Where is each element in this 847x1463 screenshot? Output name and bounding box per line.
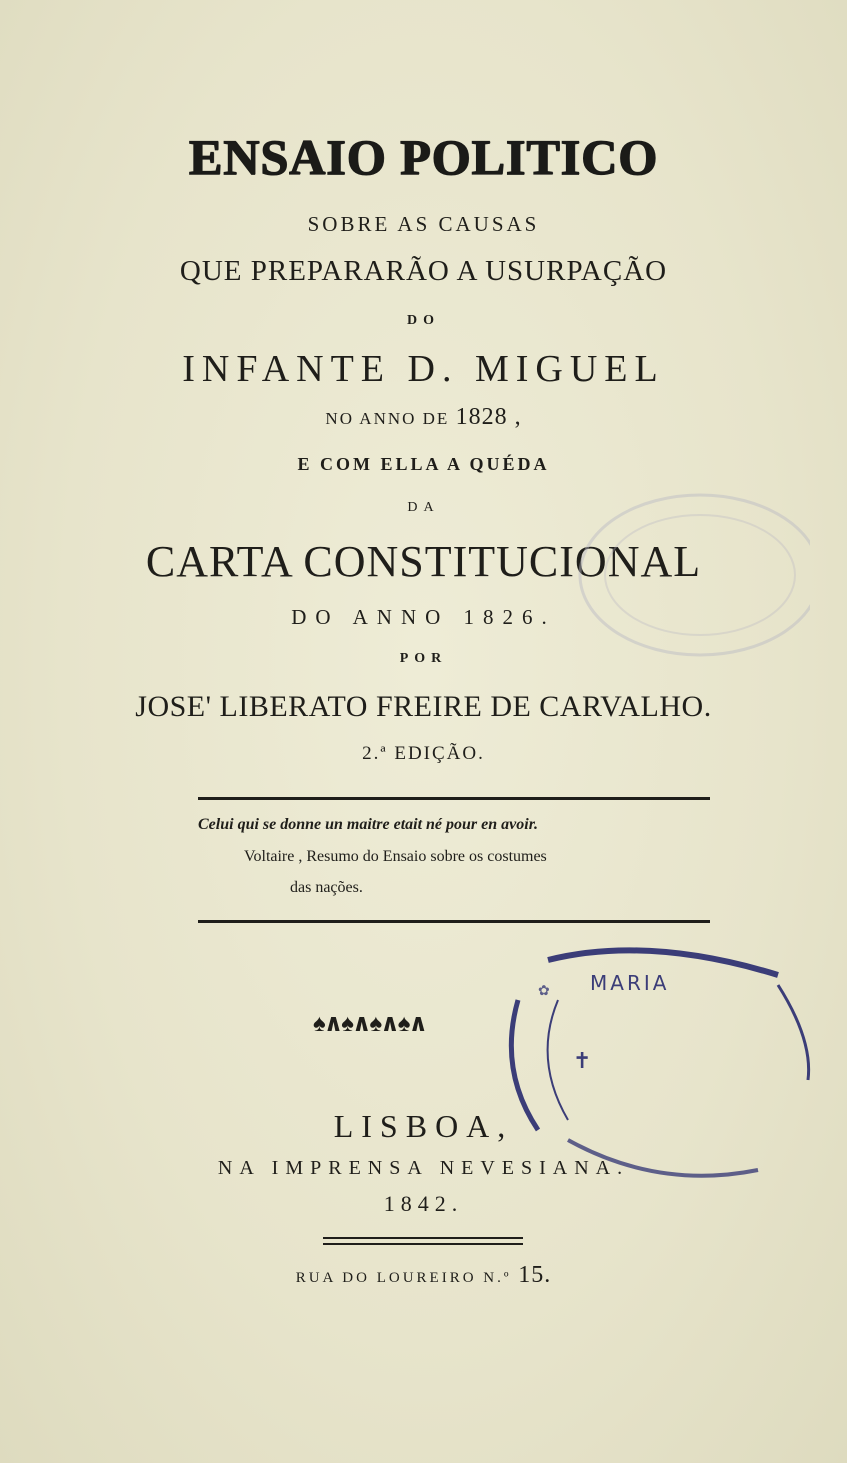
subtitle-line-1: SOBRE AS CAUSAS xyxy=(307,212,540,236)
year-1828: 1828 , xyxy=(455,404,522,430)
carta-heading: CARTA CONSTITUCIONAL xyxy=(145,537,702,586)
svg-text:✿: ✿ xyxy=(538,983,550,999)
epigraph-bottom-rule xyxy=(198,920,710,923)
faint-library-stamp xyxy=(570,480,810,660)
stamp-text: MARIA xyxy=(590,971,670,995)
subtitle-line-4: E COM ELLA A QUÉDA xyxy=(297,454,550,474)
carta-year-line: DO ANNO 1826. xyxy=(291,605,556,629)
double-rule-bottom xyxy=(323,1243,523,1245)
epigraph-attribution: Voltaire , Resumo do Ensaio sobre os costumes xyxy=(244,848,547,865)
subtitle-line-2: QUE PREPARARÃO A USURPAÇÃO xyxy=(179,255,668,287)
epigraph-attribution-2: das nações. xyxy=(290,879,363,896)
svg-text:✝: ✝ xyxy=(573,1049,592,1074)
no-anno-label: NO ANNO DE xyxy=(325,409,450,428)
subtitle-line-3: DO xyxy=(407,313,440,328)
street-label: RUA DO LOUREIRO N.º xyxy=(295,1270,512,1286)
subtitle-year-line xyxy=(0,404,847,431)
address-line xyxy=(0,1262,847,1289)
por-label: POR xyxy=(399,651,448,666)
imprint-city: LISBOA, xyxy=(333,1108,514,1144)
imprint-year: 1842. xyxy=(383,1191,464,1216)
imprint-press: NA IMPRENSA NEVESIANA. xyxy=(217,1157,630,1179)
author-name: JOSE' LIBERATO FREIRE DE CARVALHO. xyxy=(135,690,712,723)
edition-label: 2.ª EDIÇÃO. xyxy=(362,743,485,764)
library-stamp xyxy=(478,940,818,1210)
page-title: ENSAIO POLITICO xyxy=(188,129,659,185)
subtitle-line-5: DA xyxy=(407,500,440,515)
street-number: 15. xyxy=(518,1262,552,1288)
double-rule-top xyxy=(323,1237,523,1239)
printer-ornament: ♠∧♠∧♠∧♠∧ xyxy=(313,1011,426,1037)
epigraph-quote: Celui qui se donne un maitre etait né pour en avoir. xyxy=(198,816,539,833)
epigraph-top-rule xyxy=(198,797,710,800)
subject-name: INFANTE D. MIGUEL xyxy=(182,348,665,390)
